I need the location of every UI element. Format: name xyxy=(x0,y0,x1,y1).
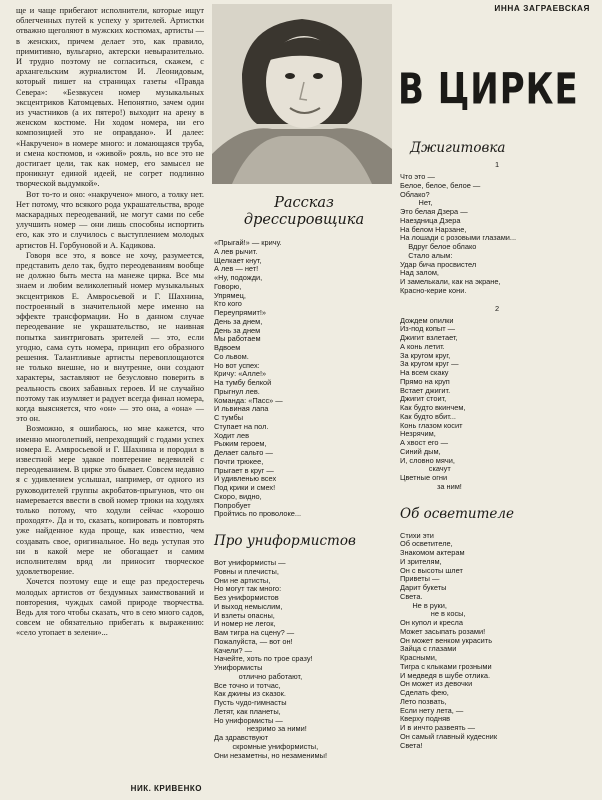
article-paragraph: Хочется поэтому еще и еще раз предостеречь молодых артистов от бездумных заимствований и повторения, чуждых самой природе творчества. Ведь для того чтобы сказать, что в сею много садов, совсем не обязательно прибегать к выражению: «село утопает в зелени»... xyxy=(16,577,204,638)
poem-dzhigitovka-part2: Дождем опилки Из-под копыт — Джигит взлетает, А конь летит. За кругом круг, За кругом круг — На всем скаку Прямо на круп Встает джигит. Джигит стоит, Как будто вкинчем, Как будто вбит... Конь глазом косит Незрячим, А хвост его — Синий дым, И, словно мячи, скачут Цветные огни за ним! xyxy=(400,315,466,491)
poem-osvetitel-text: Стихи эти Об осветителе, Знакомом актерам И зрителям, Он с высоты шлет Приветы — Дарит букеты Света. Не в руки, не в косы, Он купол и кресла Может засыпать розами! Он может венком украсить Зайца с глазами Красными, Тигра с клыками грозными И медведя в шубе отлика. Он может из девочки Сделать фею, Лето позвать, Если нету лета, — Кверху подняв И в инчто развеять — Он самый главный кудесник Света! xyxy=(400,530,498,750)
section-number: 2 xyxy=(494,303,500,313)
poem-title-dressirovshchika: дрессировщика xyxy=(243,212,365,228)
article-paragraph: Возможно, я ошибаюсь, но мне кажется, что именно многолетний, непреходящий с годами успех номера Е. Амвросьевой и Г. Шахнина и породил в известной мере эдакое повтерение ведевилей с переодеванием. В цирке это бывает. Совсем недавно я с удивлением услышал, например, от одного из руководителей группы акробатов-прыгунов, что он намеревается ввести в свой номер трюки на ходулях только потому, что ходули сейчас «хорошо проходят». Да и то, сказать, копировать и повторять уже найденное куда проще, как известно, чем создавать свое, оригинальное. Но ведь уступая это ни в какой мере не обогащает и самим исполнителям вряд ли приносит творческое удовлетворение. xyxy=(16,424,204,577)
poem-rasskaz-text: «Прыгай!» — кричу. А лев рычит. Щелкает кнут, А лев — нет! «Ну, подожди, Говорю, Упрямец, Кто кого Переупрямит!» День за днем, День за днем Мы работаем Вдвоем Со львом. Но вот успех: Кричу: «Алле!» На тумбу белкой Прыгнул лев. Команда: «Пасс» — И львиная лапа С тумбы Ступает на пол. Ходит лев Рыжим героем, Делает сальто — Почти трюкее, Прыгает в круг — И удивленью всех Под крики и смех! Скоро, видно, Попробует Пройтись по проволоке... xyxy=(214,238,302,519)
poems-right-column xyxy=(400,140,594,750)
poem-dzhigitovka-part1: Что это — Белое, белое, белое — Облако? Нет, Это белая Дзера — Наездница Дзера На белом Нарзане, На лошади с розовыми глазами... Вдруг белое облако Стало алым: Удар бича просвистел Над залом, И замелькали, как на экране, Красно-керие кони. xyxy=(400,172,517,295)
poem-title-osvetitel: Об осветителе xyxy=(400,505,515,522)
poem-uniformists-text: Вот униформисты — Ровны и плечисты, Они не артисты, Но могут так много: Без униформистов И выход немыслим, И взлеты опасны, И номер не легок, Вам тигра на сцену? — Пожалуйста, — вот он! Качели? — Начейте, хоть по трое сразу! Униформисты отлично работают, Все точно и тотчас, Как джины из сказок. Пусть чудо-гимнасты Летят, как планеты, Но униформисты — незримо за ними! Да здравствуют скромные униформисты, Они незаметны, но незаменимы! xyxy=(214,558,327,760)
article-column xyxy=(16,6,204,794)
article-paragraph: ще и чаще прибегают исполнители, которые ищут облегченных путей к успеху у зрителей. Артистки отважно щеголяют в мужских костюмах, артисты — в женских, причем делает это, как правило, примитивно, вульгарно, актерски невыразительно. И трудно поэтому не согласиться, скажем, с архангельским журналистом И. Леонидовым, который пишет на страницах газеты «Правда Севера»: «Безвкусен номер музыкальных эксцентриков Катомцевых. Непонятно, зачем один из участников (а их пятеро!) выходит на арену в женском костюме. Ни ходом номера, ни его композицией это не оправдано». И далее: «Накручено» в номере много: и ломающаяся труба, и смена костюмов, и «живой» рояль, но все это не достигает цели, так как номер, его замысел не проникнут единой идеей, не согрет подлинно творческой выдумкой». xyxy=(16,6,204,189)
poem-title-uniformists: Про униформистов xyxy=(214,533,356,549)
author-name: ИННА ЗАГРАЕВСКАЯ xyxy=(494,4,590,13)
poem-title-rasskaz: Рассказ xyxy=(274,195,334,211)
page-title: В ЦИРКЕ xyxy=(398,64,579,115)
poem-title-dzhigitovka: Джигитовка xyxy=(410,140,506,156)
article-paragraph: Говоря все это, я вовсе не хочу, разумеется, представить дело так, будто переодеваниям вообще не должно быть места на манеже цирка. Все мы знаем и любим великолепный номер музыкальных эксцентриков Е. Амвросьевой и Г. Шахнина, построенный в значительной мере именно на эффекте трансформации. Но в данном случае переодевание не украшательство, не наивная попытка заинтриговать зрителей — это, если угодно, сама суть номера, принцип его образного решения. Талантливые артисты перевоплощаются не только внешне, но и внутренне, они создают характеры, заставляют не безусловно поверить в реальность своих забавных героев. И не случайно поэтому так изумляет и радует всегда финал номера, когда выясняется, что «он» — это она, а «она» — это он. xyxy=(16,250,204,424)
section-number: 1 xyxy=(494,160,500,169)
article-signature: НИК. КРИВЕНКО xyxy=(130,783,202,793)
author-photo xyxy=(212,4,392,184)
article-paragraph: Вот то-то и оно: «накручено» много, а толку нет. Нет потому, что всякого рода украшательства, вроде маскарадных переодеваний, не могут сами по себе улучшить номер — они лишь способны испортить его, как это и случилось с выступлением молодых артистов Н. Горбуновой и А. Кадикова. xyxy=(16,189,204,250)
poems-middle-column xyxy=(214,195,394,760)
